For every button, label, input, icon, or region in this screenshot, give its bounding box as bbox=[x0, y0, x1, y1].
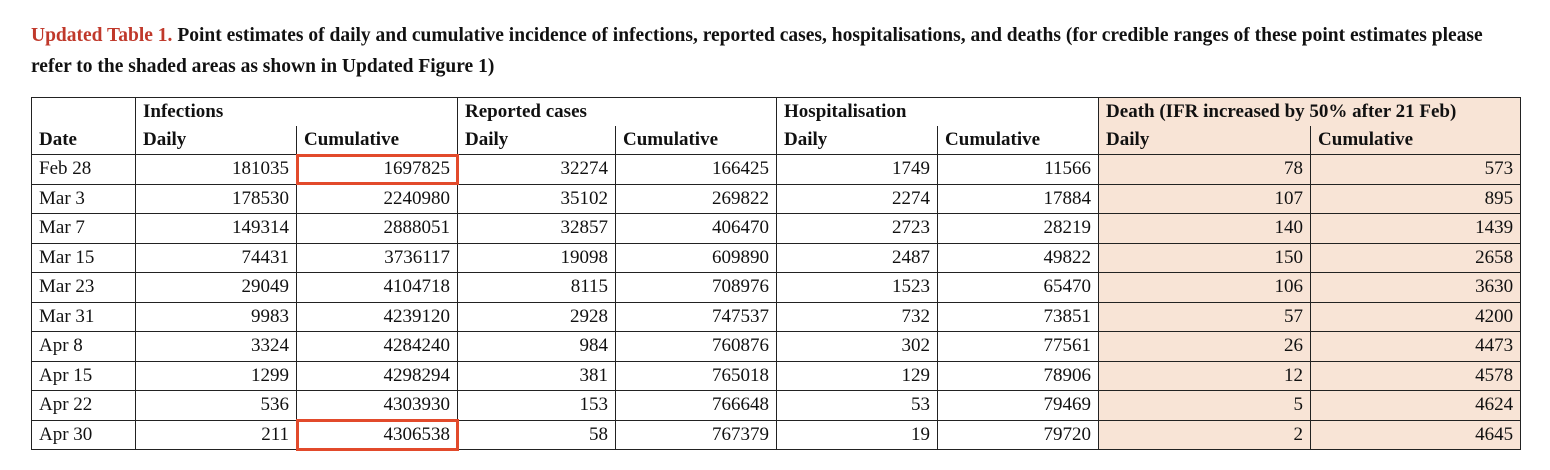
inf-c-cell: 1697825 bbox=[297, 155, 458, 185]
rep-c-cell: 166425 bbox=[616, 155, 777, 185]
table-caption bbox=[31, 20, 1521, 82]
header-row-groups bbox=[32, 98, 1521, 127]
group-reported: Reported cases bbox=[458, 98, 777, 127]
hos-c-cell: 17884 bbox=[938, 184, 1099, 214]
table-row bbox=[32, 420, 1521, 450]
group-hospitalisation: Hospitalisation bbox=[777, 98, 1099, 127]
rep-d-cell: 153 bbox=[458, 391, 616, 421]
inf-d-cell: 1299 bbox=[136, 361, 297, 391]
dea-d-cell: 106 bbox=[1099, 273, 1311, 303]
rep-c-cell: 747537 bbox=[616, 302, 777, 332]
sub-inf-daily: Daily bbox=[136, 126, 297, 155]
dea-c-cell: 4578 bbox=[1311, 361, 1521, 391]
sub-death-cumulative: Cumulative bbox=[1311, 126, 1521, 155]
hos-d-cell: 53 bbox=[777, 391, 938, 421]
dea-d-cell: 12 bbox=[1099, 361, 1311, 391]
table-row bbox=[32, 332, 1521, 362]
rep-d-cell: 32274 bbox=[458, 155, 616, 185]
rep-d-cell: 8115 bbox=[458, 273, 616, 303]
dea-d-cell: 57 bbox=[1099, 302, 1311, 332]
rep-c-cell: 406470 bbox=[616, 214, 777, 244]
dea-c-cell: 2658 bbox=[1311, 243, 1521, 273]
inf-d-cell: 211 bbox=[136, 420, 297, 450]
group-death: Death (IFR increased by 50% after 21 Feb) bbox=[1099, 98, 1521, 127]
dea-c-cell: 4200 bbox=[1311, 302, 1521, 332]
date-cell: Mar 15 bbox=[32, 243, 136, 273]
rep-c-cell: 760876 bbox=[616, 332, 777, 362]
dea-d-cell: 26 bbox=[1099, 332, 1311, 362]
hos-d-cell: 1523 bbox=[777, 273, 938, 303]
inf-d-cell: 9983 bbox=[136, 302, 297, 332]
table-row bbox=[32, 361, 1521, 391]
inf-d-cell: 181035 bbox=[136, 155, 297, 185]
inf-d-cell: 178530 bbox=[136, 184, 297, 214]
date-header: Date bbox=[32, 126, 136, 155]
sub-hos-daily: Daily bbox=[777, 126, 938, 155]
date-cell: Apr 30 bbox=[32, 420, 136, 450]
date-cell: Feb 28 bbox=[32, 155, 136, 185]
hos-d-cell: 2723 bbox=[777, 214, 938, 244]
hos-d-cell: 732 bbox=[777, 302, 938, 332]
caption-text: Point estimates of daily and cumulative incidence of infections, reported cases, hospitalisations, and deaths (for credible ranges of these point estimates please refer to the shaded areas as shown in Updated Figure 1) bbox=[31, 25, 1483, 77]
inf-d-cell: 536 bbox=[136, 391, 297, 421]
hos-c-cell: 77561 bbox=[938, 332, 1099, 362]
hos-c-cell: 28219 bbox=[938, 214, 1099, 244]
dea-c-cell: 1439 bbox=[1311, 214, 1521, 244]
rep-c-cell: 765018 bbox=[616, 361, 777, 391]
hos-c-cell: 65470 bbox=[938, 273, 1099, 303]
inf-c-cell: 4303930 bbox=[297, 391, 458, 421]
dea-d-cell: 5 bbox=[1099, 391, 1311, 421]
inf-d-cell: 29049 bbox=[136, 273, 297, 303]
date-cell: Mar 23 bbox=[32, 273, 136, 303]
table-row bbox=[32, 243, 1521, 273]
inf-c-cell: 3736117 bbox=[297, 243, 458, 273]
dea-c-cell: 4473 bbox=[1311, 332, 1521, 362]
rep-d-cell: 35102 bbox=[458, 184, 616, 214]
rep-c-cell: 767379 bbox=[616, 420, 777, 450]
rep-d-cell: 19098 bbox=[458, 243, 616, 273]
hos-c-cell: 79720 bbox=[938, 420, 1099, 450]
sub-inf-cumulative: Cumulative bbox=[297, 126, 458, 155]
dea-c-cell: 4645 bbox=[1311, 420, 1521, 450]
date-header-top bbox=[32, 98, 136, 127]
sub-hos-cumulative: Cumulative bbox=[938, 126, 1099, 155]
hos-d-cell: 2274 bbox=[777, 184, 938, 214]
inf-d-cell: 149314 bbox=[136, 214, 297, 244]
hos-d-cell: 19 bbox=[777, 420, 938, 450]
hos-c-cell: 79469 bbox=[938, 391, 1099, 421]
rep-d-cell: 984 bbox=[458, 332, 616, 362]
inf-c-cell: 2888051 bbox=[297, 214, 458, 244]
date-cell: Apr 22 bbox=[32, 391, 136, 421]
date-cell: Mar 3 bbox=[32, 184, 136, 214]
inf-d-cell: 3324 bbox=[136, 332, 297, 362]
rep-d-cell: 381 bbox=[458, 361, 616, 391]
data-table bbox=[31, 97, 1521, 450]
date-cell: Apr 15 bbox=[32, 361, 136, 391]
rep-c-cell: 609890 bbox=[616, 243, 777, 273]
rep-d-cell: 2928 bbox=[458, 302, 616, 332]
rep-c-cell: 269822 bbox=[616, 184, 777, 214]
table-row bbox=[32, 155, 1521, 185]
inf-c-cell: 4104718 bbox=[297, 273, 458, 303]
date-cell: Apr 8 bbox=[32, 332, 136, 362]
rep-d-cell: 58 bbox=[458, 420, 616, 450]
dea-d-cell: 2 bbox=[1099, 420, 1311, 450]
caption-label: Updated Table 1. bbox=[31, 25, 173, 46]
hos-d-cell: 2487 bbox=[777, 243, 938, 273]
inf-c-cell: 4298294 bbox=[297, 361, 458, 391]
rep-c-cell: 766648 bbox=[616, 391, 777, 421]
inf-c-cell: 2240980 bbox=[297, 184, 458, 214]
dea-d-cell: 78 bbox=[1099, 155, 1311, 185]
sub-rep-daily: Daily bbox=[458, 126, 616, 155]
hos-c-cell: 78906 bbox=[938, 361, 1099, 391]
hos-c-cell: 11566 bbox=[938, 155, 1099, 185]
inf-c-cell: 4239120 bbox=[297, 302, 458, 332]
table-row bbox=[32, 214, 1521, 244]
dea-d-cell: 150 bbox=[1099, 243, 1311, 273]
table-row bbox=[32, 302, 1521, 332]
dea-d-cell: 140 bbox=[1099, 214, 1311, 244]
date-cell: Mar 7 bbox=[32, 214, 136, 244]
header-row-sub bbox=[32, 126, 1521, 155]
sub-rep-cumulative: Cumulative bbox=[616, 126, 777, 155]
table-row bbox=[32, 273, 1521, 303]
hos-d-cell: 129 bbox=[777, 361, 938, 391]
sub-death-daily: Daily bbox=[1099, 126, 1311, 155]
date-cell: Mar 31 bbox=[32, 302, 136, 332]
hos-d-cell: 1749 bbox=[777, 155, 938, 185]
table-body bbox=[32, 155, 1521, 450]
dea-c-cell: 895 bbox=[1311, 184, 1521, 214]
dea-c-cell: 573 bbox=[1311, 155, 1521, 185]
rep-d-cell: 32857 bbox=[458, 214, 616, 244]
dea-c-cell: 3630 bbox=[1311, 273, 1521, 303]
hos-c-cell: 49822 bbox=[938, 243, 1099, 273]
dea-d-cell: 107 bbox=[1099, 184, 1311, 214]
group-infections: Infections bbox=[136, 98, 458, 127]
rep-c-cell: 708976 bbox=[616, 273, 777, 303]
hos-c-cell: 73851 bbox=[938, 302, 1099, 332]
table-row bbox=[32, 391, 1521, 421]
inf-d-cell: 74431 bbox=[136, 243, 297, 273]
table-row bbox=[32, 184, 1521, 214]
inf-c-cell: 4284240 bbox=[297, 332, 458, 362]
hos-d-cell: 302 bbox=[777, 332, 938, 362]
inf-c-cell: 4306538 bbox=[297, 420, 458, 450]
dea-c-cell: 4624 bbox=[1311, 391, 1521, 421]
